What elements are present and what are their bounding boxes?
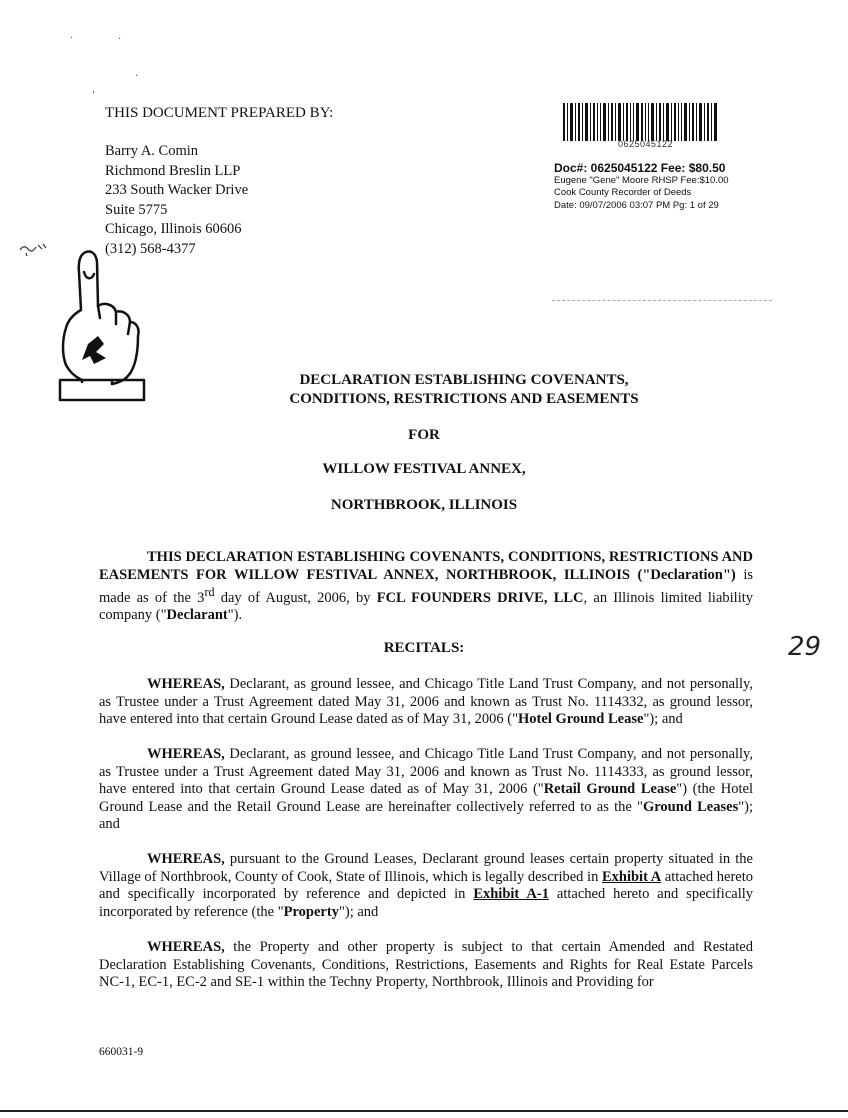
scan-speck: · xyxy=(118,34,122,45)
scan-speck: . xyxy=(135,68,139,79)
intro-paragraph xyxy=(99,549,753,625)
recital-paragraph-1 xyxy=(99,676,753,729)
intro-tail: , an Illinois limited liability company (" xyxy=(99,589,754,624)
recital-paragraph-4 xyxy=(99,939,753,992)
recording-date: Date: 09/07/2006 03:07 PM Pg: 1 of 29 xyxy=(554,199,719,211)
preparer-city: Chicago, Illinois 60606 xyxy=(105,221,242,237)
defined-term-2: Ground Leases xyxy=(642,798,739,815)
recitals-heading: RECITALS: xyxy=(383,640,465,656)
intro-text-2: day of August, 2006, by xyxy=(214,589,377,606)
title-line-1: DECLARATION ESTABLISHING COVENANTS, xyxy=(299,372,629,388)
recital-text-2: attached hereto and specifically incorporated by reference and depicted in xyxy=(99,868,754,902)
recorder-name: Eugene "Gene" Moore RHSP Fee:$10.00 xyxy=(554,174,729,186)
preparer-phone: (312) 568-4377 xyxy=(105,240,196,257)
recorder-stamp xyxy=(554,162,729,212)
defined-term: Retail Ground Lease xyxy=(543,781,677,797)
stamp-divider xyxy=(552,300,772,301)
intro-end: "). xyxy=(227,607,243,624)
recital-paragraph-3 xyxy=(99,851,753,921)
document-footer-id: 660031-9 xyxy=(99,1046,144,1058)
scan-speck: ' xyxy=(92,90,95,101)
scan-speck: . xyxy=(70,30,74,41)
recital-text: Declarant, as ground lessee, and Chicago Title Land Trust Company, and not personally, as Trustee under a Trust Agreement dated May 31, 2006 and known as Trust No. 1114333, as ground lessor, have entered into that certain Ground Lease dated as of May 31, 2006 (" xyxy=(99,746,753,797)
margin-page-count: 29 xyxy=(788,632,822,662)
recital-end: "); and xyxy=(99,798,753,832)
barcode-number: 0625045122 xyxy=(618,139,674,149)
preparer-suite: Suite 5775 xyxy=(105,201,168,218)
intro-text: is made as of the 3 xyxy=(99,566,753,606)
recital-text-3: attached hereto and specifically incorporated by reference (the " xyxy=(99,886,754,920)
barcode-image xyxy=(563,103,717,141)
recital-end: "); and xyxy=(643,711,683,727)
recital-lead: WHEREAS, xyxy=(147,851,225,867)
title-annex: WILLOW FESTIVAL ANNEX, xyxy=(322,461,526,477)
preparer-heading: THIS DOCUMENT PREPARED BY: xyxy=(105,105,334,121)
recital-lead: WHEREAS, xyxy=(147,676,225,692)
intro-sup: rd xyxy=(204,585,215,599)
title-city: NORTHBROOK, ILLINOIS xyxy=(330,497,518,513)
doc-number-fee: Doc#: 0625045122 Fee: $80.50 xyxy=(554,161,726,175)
recital-text-2: ") (the Hotel Ground Lease and the Retail Ground Lease are hereinafter collectively referred to as the " xyxy=(99,781,753,815)
scribble-mark-icon xyxy=(18,240,48,256)
declarant-term: Declarant xyxy=(166,607,228,624)
preparer-firm: Richmond Breslin LLP xyxy=(105,162,241,179)
recital-end: "); and xyxy=(338,903,379,920)
recital-lead: WHEREAS, xyxy=(147,746,225,762)
recital-lead: WHEREAS, xyxy=(147,939,225,955)
recital-paragraph-2 xyxy=(99,746,753,834)
recital-text: Declarant, as ground lessee, and Chicago Title Land Trust Company, and not personally, as Trustee under a Trust Agreement dated May 31, 2006 and known as Trust No. 1114332, as ground lessor, have entered into that certain Ground Lease dated as of May 31, 2006 (" xyxy=(99,676,753,727)
declarant-name: FCL FOUNDERS DRIVE, LLC xyxy=(376,589,584,606)
title-line-2: CONDITIONS, RESTRICTIONS AND EASEMENTS xyxy=(289,391,639,407)
recorder-office: Cook County Recorder of Deeds xyxy=(554,187,692,198)
title-for: FOR xyxy=(408,427,440,443)
recital-text: pursuant to the Ground Leases, Declarant ground leases certain property situated in the Village of Northbrook, County of Cook, State of Illinois, which is legally described in xyxy=(99,851,753,885)
bottom-rule xyxy=(0,1110,848,1112)
exhibit-a-reference: Exhibit A xyxy=(601,868,662,885)
defined-term: Property xyxy=(283,903,339,920)
recital-text: the Property and other property is subject to that certain Amended and Restated Declaration Establishing Covenants, Conditions, Restrictions, Easements and Rights for Real Estate Parcels NC-1, EC-1, EC-2 and SE-1 within the Techny Property, Northbrook, Illinois and Providing for xyxy=(99,939,753,990)
exhibit-a1-reference: Exhibit A-1 xyxy=(473,886,549,902)
defined-term: Hotel Ground Lease xyxy=(518,711,644,727)
intro-lead: THIS DECLARATION ESTABLISHING COVENANTS, CONDITIONS, RESTRICTIONS AND EASEMENTS FOR WILLOW FESTIVAL ANNEX, NORTHBROOK, ILLINOIS ("Declaration") xyxy=(99,549,753,583)
preparer-name: Barry A. Comin xyxy=(105,143,199,159)
preparer-street: 233 South Wacker Drive xyxy=(105,182,249,198)
